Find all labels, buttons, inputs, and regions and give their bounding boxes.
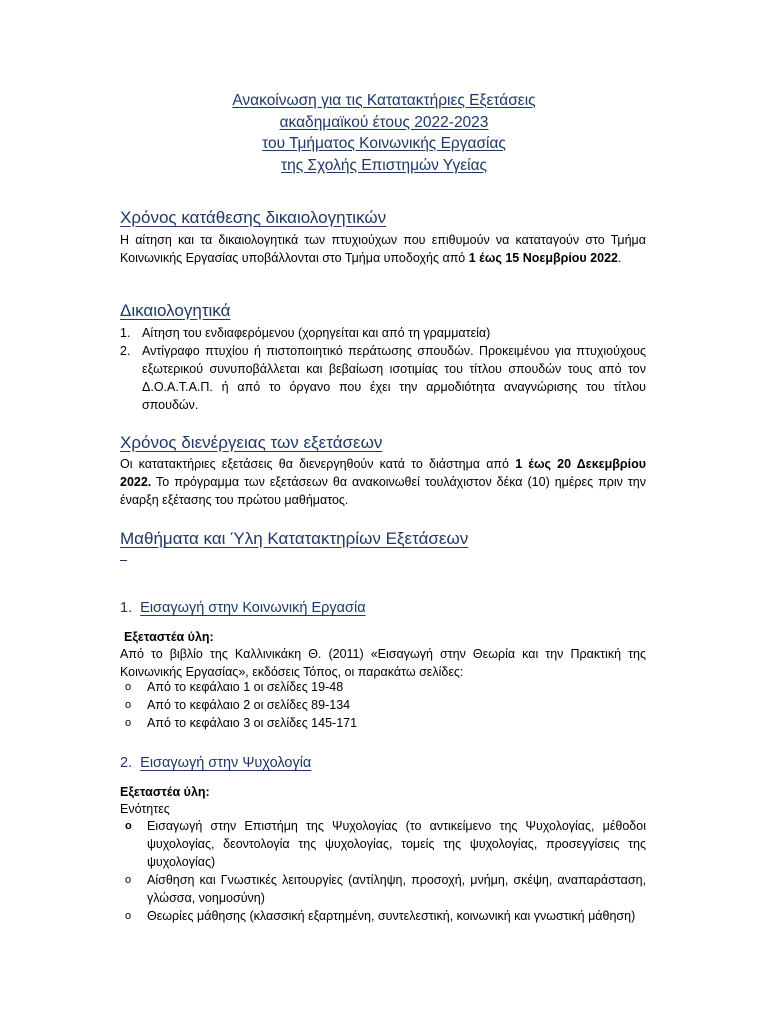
course-1-material-label: Εξεταστέα ύλη: — [124, 630, 214, 644]
circle-bullet-icon: o — [125, 681, 132, 693]
course-1-title: Εισαγωγή στην Κοινωνική Εργασία — [140, 600, 366, 616]
course-2-number: 2. — [120, 755, 133, 771]
course-2-units-label: Ενότητες — [120, 802, 170, 816]
list-text: Από το κεφάλαιο 3 οι σελίδες 145-171 — [147, 716, 358, 730]
course-2-list — [120, 817, 646, 925]
list-text: Αντίγραφο πτυχίου ή πιστοποιητικό περάτωσης σπουδών. Προκειμένου για πτυχιούχους εξωτερικού συνυποβάλλεται και βεβαίωση ισοτιμίας του τίτλου σπουδών τους από τον Δ.Ο.Α.Τ.Α.Π. ή από το όργανο που έχει την αρμοδιότητα αναγνώρισης του τίτλου σπουδών. — [142, 344, 646, 412]
list-text: Αίτηση του ενδιαφερόμενου (χορηγείται και από τη γραμματεία) — [142, 326, 491, 340]
list-number: 1. — [120, 326, 131, 340]
list-item — [120, 907, 646, 925]
list-text: Εισαγωγή στην Επιστήμη της Ψυχολογίας (το αντικείμενο της Ψυχολογίας, μέθοδοι ψυχολογίας, δεοντολογία της ψυχολογίας, τομείς της ψυχολογίας, προσεγγίσεις της ψυχολογίας) — [147, 819, 646, 869]
list-item — [120, 324, 646, 342]
list-item — [120, 817, 646, 871]
course-2-material-label: Εξεταστέα ύλη: — [120, 785, 210, 799]
circle-bullet-icon: o — [125, 699, 132, 711]
list-item — [120, 678, 646, 696]
list-text: Από το κεφάλαιο 1 οι σελίδες 19-48 — [147, 680, 344, 694]
course-2-heading — [120, 753, 311, 773]
list-number: 2. — [120, 344, 131, 358]
title-line-1: Ανακοίνωση για τις Κατατακτήριες Εξετάσεις — [232, 92, 536, 109]
heading-submission-period: Χρόνος κατάθεσης δικαιολογητικών — [120, 208, 387, 227]
course-1-intro: Από το βιβλίο της Καλλινικάκη Θ. (2011) «Εισαγωγή στην Θεωρία και την Πρακτική της Κοινωνικής Εργασίας», εκδόσεις Τόπος, οι παρακάτω σελίδες: — [120, 647, 646, 679]
submission-dates: 1 έως 15 Νοεμβρίου 2022 — [468, 251, 618, 265]
course-1-list — [120, 678, 646, 732]
course-1-number: 1. — [120, 600, 133, 616]
exam-dates: 1 έως 20 Δεκεμβρίου 2022. — [120, 457, 646, 489]
heading-courses: Μαθήματα και Ύλη Κατατακτηρίων Εξετάσεων — [120, 529, 469, 548]
submission-text: Η αίτηση και τα δικαιολογητικά των πτυχιούχων που επιθυμούν να καταταγούν στο Τμήμα Κοινωνικής Εργασίας υποβάλλονται στο Τμήμα υποδοχής από — [120, 233, 646, 265]
title-line-2: ακαδημαϊκού έτους 2022-2023 — [279, 113, 489, 131]
underline-mark — [120, 560, 127, 561]
heading-documents: Δικαιολογητικά — [120, 301, 231, 320]
circle-bullet-icon: o — [125, 874, 132, 886]
submission-end: . — [618, 251, 622, 265]
exam-text: Οι κατατακτήριες εξετάσεις θα διενεργηθούν κατά το διάστημα από — [120, 457, 516, 471]
title-line-3: του Τμήματος Κοινωνικής Εργασίας — [262, 135, 506, 152]
list-item — [120, 342, 646, 414]
document-title — [120, 90, 648, 176]
heading-exam-period: Χρόνος διενέργειας των εξετάσεων — [120, 433, 383, 452]
list-text: Θεωρίες μάθησης (κλασσική εξαρτημένη, συντελεστική, κοινωνική και γνωστική μάθηση) — [147, 909, 636, 923]
exam-end: Το πρόγραμμα των εξετάσεων θα ανακοινωθεί τουλάχιστον δέκα (10) ημέρες πριν την έναρξη εξέτασης του πρώτου μαθήματος. — [120, 475, 646, 507]
list-text: Από το κεφάλαιο 2 οι σελίδες 89-134 — [147, 698, 351, 712]
course-2-title: Εισαγωγή στην Ψυχολογία — [140, 755, 312, 771]
list-item — [120, 714, 646, 732]
title-line-4: της Σχολής Επιστημών Υγείας — [280, 156, 488, 174]
circle-bullet-icon: o — [125, 820, 132, 832]
paragraph-submission-period — [120, 231, 646, 267]
course-1-heading — [120, 598, 366, 618]
paragraph-exam-period — [120, 455, 646, 509]
documents-list — [120, 324, 646, 414]
list-item — [120, 696, 646, 714]
list-item — [120, 871, 646, 907]
list-text: Αίσθηση και Γνωστικές λειτουργίες (αντίληψη, προσοχή, μνήμη, σκέψη, αναπαράσταση, γλώσσα, νοημοσύνη) — [147, 873, 646, 905]
circle-bullet-icon: o — [125, 717, 132, 729]
circle-bullet-icon: o — [125, 910, 132, 922]
